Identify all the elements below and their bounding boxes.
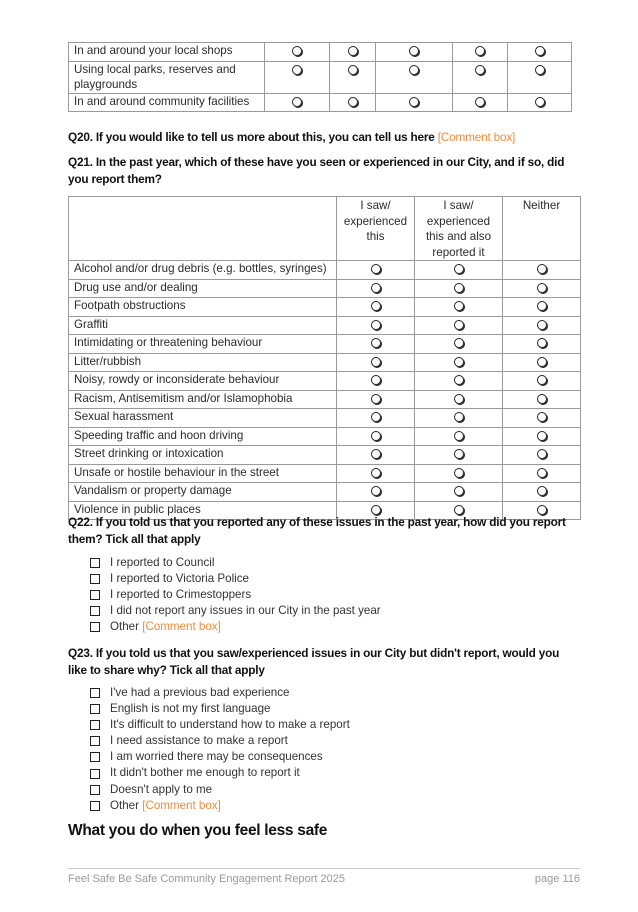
checkbox-icon[interactable] — [90, 769, 100, 779]
footer-divider — [68, 868, 580, 869]
radio-circle-icon[interactable] — [537, 394, 547, 404]
checkbox-option[interactable] — [90, 782, 350, 798]
radio-circle-icon[interactable] — [475, 46, 485, 56]
radio-option[interactable] — [503, 483, 581, 502]
radio-option[interactable] — [415, 372, 503, 391]
table-row — [69, 279, 581, 298]
issue-label: Intimidating or threatening behaviour — [69, 335, 337, 354]
radio-circle-icon[interactable] — [537, 375, 547, 385]
checkbox-icon[interactable] — [90, 606, 100, 616]
checkbox-option[interactable] — [90, 619, 381, 635]
radio-circle-icon[interactable] — [537, 338, 547, 348]
radio-circle-icon[interactable] — [475, 65, 485, 75]
radio-circle-icon[interactable] — [454, 431, 464, 441]
issue-label: Alcohol and/or drug debris (e.g. bottles, syringes) — [69, 261, 337, 280]
radio-option[interactable] — [330, 93, 376, 112]
radio-option[interactable] — [415, 316, 503, 335]
checkbox-icon[interactable] — [90, 720, 100, 730]
radio-option[interactable] — [415, 427, 503, 446]
radio-circle-icon[interactable] — [409, 46, 419, 56]
radio-option[interactable] — [415, 464, 503, 483]
table-row — [69, 316, 581, 335]
issue-label: Unsafe or hostile behaviour in the street — [69, 464, 337, 483]
option-label: I did not report any issues in our City in the past year — [110, 604, 381, 618]
table-row — [69, 93, 572, 112]
option-label: Other — [110, 798, 143, 812]
table-row — [69, 335, 581, 354]
row-label: In and around community facilities — [69, 93, 265, 112]
radio-option[interactable] — [337, 316, 415, 335]
radio-option[interactable] — [337, 335, 415, 354]
checkbox-icon[interactable] — [90, 785, 100, 795]
radio-option[interactable] — [337, 409, 415, 428]
radio-circle-icon[interactable] — [454, 468, 464, 478]
option-label: It didn't bother me enough to report it — [110, 766, 300, 780]
radio-circle-icon[interactable] — [292, 97, 302, 107]
checkbox-option[interactable] — [90, 603, 381, 619]
radio-circle-icon[interactable] — [371, 412, 381, 422]
checkbox-option[interactable] — [90, 749, 350, 765]
option-label: English is not my first language — [110, 702, 271, 716]
comment-box-link[interactable]: [Comment box] — [142, 798, 221, 812]
radio-circle-icon[interactable] — [537, 357, 547, 367]
q21-header-saw: I saw/ experienced this — [337, 197, 415, 261]
radio-circle-icon[interactable] — [348, 97, 358, 107]
checkbox-icon[interactable] — [90, 574, 100, 584]
radio-option[interactable] — [337, 483, 415, 502]
radio-circle-icon[interactable] — [537, 283, 547, 293]
radio-option[interactable] — [503, 427, 581, 446]
question-q20 — [68, 129, 580, 146]
radio-option[interactable] — [453, 61, 508, 93]
table-row — [69, 427, 581, 446]
option-label: It's difficult to understand how to make a report — [110, 718, 350, 732]
checkbox-icon[interactable] — [90, 752, 100, 762]
issue-label: Street drinking or intoxication — [69, 446, 337, 465]
radio-circle-icon[interactable] — [454, 301, 464, 311]
issue-label: Graffiti — [69, 316, 337, 335]
radio-option[interactable] — [503, 298, 581, 317]
issue-label: Vandalism or property damage — [69, 483, 337, 502]
radio-circle-icon[interactable] — [454, 320, 464, 330]
radio-option[interactable] — [337, 464, 415, 483]
radio-circle-icon[interactable] — [454, 283, 464, 293]
radio-option[interactable] — [503, 372, 581, 391]
radio-option[interactable] — [503, 409, 581, 428]
issue-label: Racism, Antisemitism and/or Islamophobia — [69, 390, 337, 409]
radio-option[interactable] — [508, 93, 572, 112]
radio-option[interactable] — [415, 335, 503, 354]
radio-circle-icon[interactable] — [371, 431, 381, 441]
table-row — [69, 390, 581, 409]
radio-option[interactable] — [415, 261, 503, 280]
radio-option[interactable] — [503, 335, 581, 354]
option-label: I need assistance to make a report — [110, 734, 288, 748]
radio-circle-icon[interactable] — [454, 394, 464, 404]
question-q23: Q23. If you told us that you saw/experienced issues in our City but didn't report, would you like to share why? Tick all that apply — [68, 646, 560, 677]
radio-option[interactable] — [337, 390, 415, 409]
radio-option[interactable] — [337, 427, 415, 446]
checkbox-option[interactable] — [90, 701, 350, 717]
table-row — [69, 446, 581, 465]
radio-circle-icon[interactable] — [371, 264, 381, 274]
radio-circle-icon[interactable] — [537, 301, 547, 311]
radio-circle-icon[interactable] — [454, 357, 464, 367]
radio-circle-icon[interactable] — [371, 468, 381, 478]
radio-circle-icon[interactable] — [535, 65, 545, 75]
table-row — [69, 353, 581, 372]
radio-option[interactable] — [503, 279, 581, 298]
radio-circle-icon[interactable] — [348, 65, 358, 75]
radio-option[interactable] — [508, 43, 572, 62]
radio-option[interactable] — [330, 61, 376, 93]
table-row — [69, 43, 572, 62]
issue-label: Sexual harassment — [69, 409, 337, 428]
radio-circle-icon[interactable] — [537, 486, 547, 496]
radio-circle-icon[interactable] — [292, 65, 302, 75]
radio-circle-icon[interactable] — [409, 97, 419, 107]
radio-circle-icon[interactable] — [371, 301, 381, 311]
checkbox-option[interactable] — [90, 733, 350, 749]
question-q22: Q22. If you told us that you reported any of these issues in the past year, how did you report them? Tick all that apply — [68, 515, 566, 546]
radio-option[interactable] — [453, 43, 508, 62]
radio-circle-icon[interactable] — [454, 505, 464, 515]
table-row — [69, 372, 581, 391]
checkbox-option[interactable] — [90, 685, 350, 701]
issue-label: Speeding traffic and hoon driving — [69, 427, 337, 446]
radio-circle-icon[interactable] — [454, 264, 464, 274]
radio-circle-icon[interactable] — [371, 357, 381, 367]
table-row — [69, 298, 581, 317]
comment-box-link[interactable]: [Comment box] — [142, 620, 221, 634]
radio-option[interactable] — [265, 93, 330, 112]
radio-circle-icon[interactable] — [454, 375, 464, 385]
q20-text: Q20. If you would like to tell us more about this, you can tell us here — [68, 130, 438, 144]
radio-option[interactable] — [337, 446, 415, 465]
radio-option[interactable] — [415, 483, 503, 502]
radio-circle-icon[interactable] — [537, 449, 547, 459]
q21-header-neither: Neither — [503, 197, 581, 261]
option-label: I reported to Crimestoppers — [110, 588, 252, 602]
radio-circle-icon[interactable] — [348, 46, 358, 56]
option-label: I am worried there may be consequences — [110, 750, 323, 764]
radio-option[interactable] — [415, 298, 503, 317]
issues-seen-table — [68, 196, 581, 520]
checkbox-option[interactable] — [90, 765, 350, 781]
radio-circle-icon[interactable] — [537, 431, 547, 441]
radio-option[interactable] — [265, 43, 330, 62]
checkbox-icon[interactable] — [90, 704, 100, 714]
q21-header-saw-reported: I saw/ experienced this and also reported it — [415, 197, 503, 261]
radio-option[interactable] — [376, 43, 453, 62]
radio-circle-icon[interactable] — [371, 283, 381, 293]
q20-comment-box[interactable]: [Comment box] — [437, 130, 516, 144]
checkbox-option[interactable] — [90, 555, 381, 571]
radio-circle-icon[interactable] — [371, 375, 381, 385]
radio-circle-icon[interactable] — [371, 505, 381, 515]
radio-circle-icon[interactable] — [537, 412, 547, 422]
radio-option[interactable] — [337, 372, 415, 391]
checkbox-option[interactable] — [90, 571, 381, 587]
radio-circle-icon[interactable] — [537, 468, 547, 478]
checkbox-icon[interactable] — [90, 801, 100, 811]
radio-circle-icon[interactable] — [371, 486, 381, 496]
q21-header-item — [69, 197, 337, 261]
option-label: Other — [110, 620, 143, 634]
footer-page-number: page 116 — [534, 873, 580, 885]
radio-option[interactable] — [337, 353, 415, 372]
radio-option[interactable] — [415, 353, 503, 372]
row-label: In and around your local shops — [69, 43, 265, 62]
radio-option[interactable] — [503, 316, 581, 335]
issue-label: Footpath obstructions — [69, 298, 337, 317]
radio-option[interactable] — [337, 298, 415, 317]
checkbox-icon[interactable] — [90, 622, 100, 632]
checkbox-icon[interactable] — [90, 558, 100, 568]
radio-option[interactable] — [337, 279, 415, 298]
radio-option[interactable] — [337, 261, 415, 280]
radio-option[interactable] — [265, 61, 330, 93]
checkbox-icon[interactable] — [90, 736, 100, 746]
checkbox-option[interactable] — [90, 798, 350, 814]
radio-circle-icon[interactable] — [292, 46, 302, 56]
issue-label: Drug use and/or dealing — [69, 279, 337, 298]
radio-circle-icon[interactable] — [371, 320, 381, 330]
table-row — [69, 261, 581, 280]
q22-options — [90, 555, 381, 635]
radio-circle-icon[interactable] — [454, 486, 464, 496]
location-safety-table — [68, 42, 572, 112]
checkbox-option[interactable] — [90, 587, 381, 603]
radio-circle-icon[interactable] — [454, 412, 464, 422]
q23-options — [90, 685, 350, 814]
table-row — [69, 61, 572, 93]
table-row — [69, 409, 581, 428]
radio-circle-icon[interactable] — [454, 338, 464, 348]
option-label: Doesn't apply to me — [110, 782, 213, 796]
issue-label: Violence in public places — [69, 501, 337, 520]
radio-circle-icon[interactable] — [371, 449, 381, 459]
option-label: I've had a previous bad experience — [110, 686, 290, 699]
checkbox-icon[interactable] — [90, 590, 100, 600]
radio-option[interactable] — [415, 390, 503, 409]
radio-circle-icon[interactable] — [454, 449, 464, 459]
row-label: Using local parks, reserves and playgrounds — [69, 61, 265, 93]
table-row — [69, 483, 581, 502]
radio-option[interactable] — [508, 61, 572, 93]
checkbox-option[interactable] — [90, 717, 350, 733]
question-q21: Q21. In the past year, which of these have you seen or experienced in our City, and if so, did you report them? — [68, 155, 565, 186]
footer-report-title: Feel Safe Be Safe Community Engagement Report 2025 — [68, 873, 345, 885]
radio-circle-icon[interactable] — [537, 505, 547, 515]
radio-option[interactable] — [503, 464, 581, 483]
section-heading: What you do when you feel less safe — [68, 822, 328, 839]
checkbox-icon[interactable] — [90, 688, 100, 698]
radio-circle-icon[interactable] — [535, 46, 545, 56]
radio-circle-icon[interactable] — [475, 97, 485, 107]
option-label: I reported to Council — [110, 556, 215, 569]
radio-circle-icon[interactable] — [371, 338, 381, 348]
option-label: I reported to Victoria Police — [110, 572, 249, 586]
issue-label: Noisy, rowdy or inconsiderate behaviour — [69, 372, 337, 391]
radio-option[interactable] — [503, 261, 581, 280]
radio-option[interactable] — [415, 279, 503, 298]
radio-option[interactable] — [330, 43, 376, 62]
radio-option[interactable] — [503, 390, 581, 409]
radio-option[interactable] — [376, 93, 453, 112]
radio-circle-icon[interactable] — [371, 394, 381, 404]
radio-option[interactable] — [415, 446, 503, 465]
radio-circle-icon[interactable] — [535, 97, 545, 107]
radio-option[interactable] — [376, 61, 453, 93]
radio-circle-icon[interactable] — [537, 264, 547, 274]
table-row — [69, 464, 581, 483]
radio-option[interactable] — [453, 93, 508, 112]
radio-circle-icon[interactable] — [409, 65, 419, 75]
issue-label: Litter/rubbish — [69, 353, 337, 372]
radio-option[interactable] — [503, 446, 581, 465]
radio-option[interactable] — [415, 409, 503, 428]
radio-option[interactable] — [503, 353, 581, 372]
radio-circle-icon[interactable] — [537, 320, 547, 330]
